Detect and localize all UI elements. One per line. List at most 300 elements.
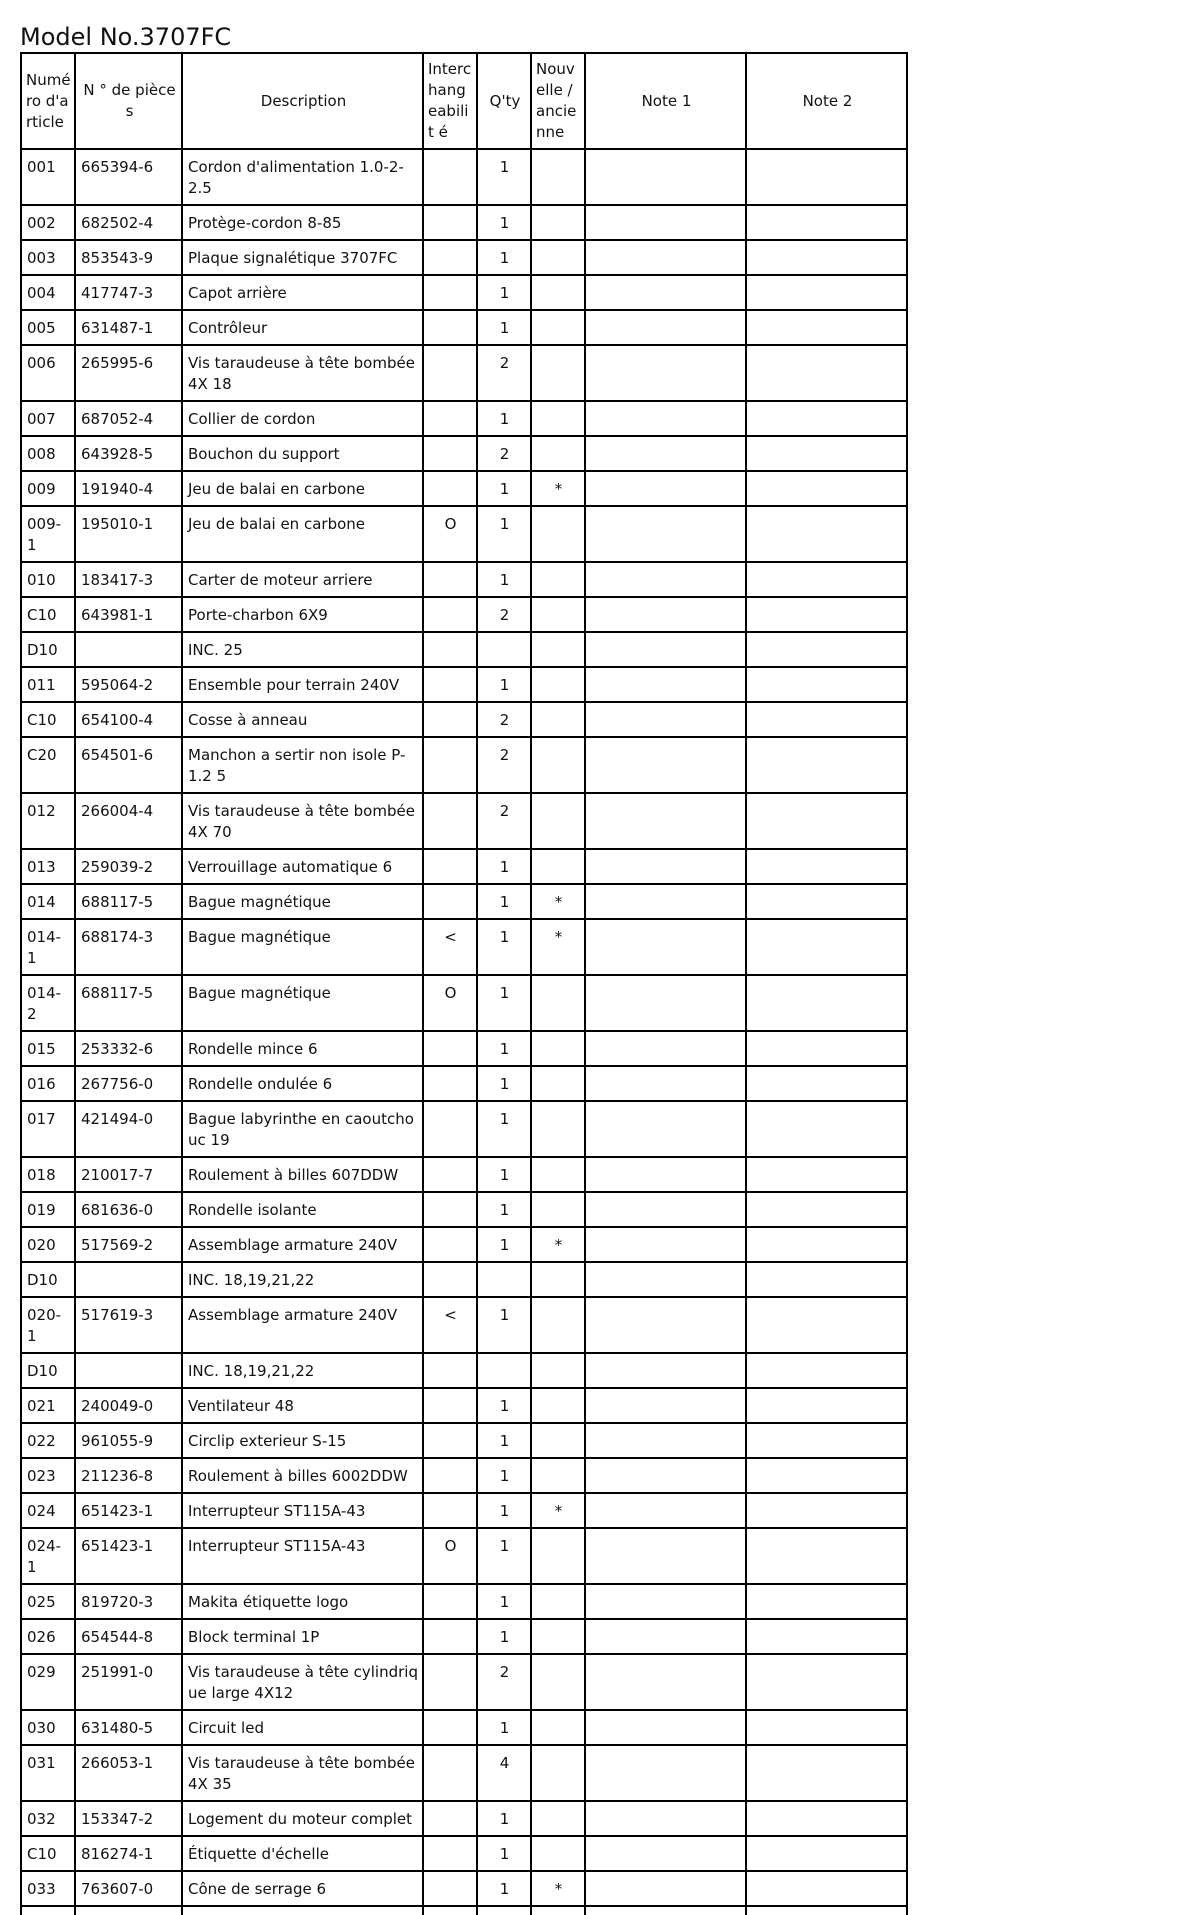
cell-note-2 bbox=[746, 1584, 907, 1619]
cell-interchangeability bbox=[423, 884, 477, 919]
cell-item-number: 024 bbox=[21, 1493, 75, 1528]
cell-new-old bbox=[531, 793, 585, 849]
cell-part-number: 853543-9 bbox=[75, 240, 182, 275]
cell-description: Vis taraudeuse à tête bombée 4X 18 bbox=[182, 345, 423, 401]
table-row bbox=[21, 1262, 907, 1297]
cell-interchangeability bbox=[423, 1066, 477, 1101]
cell-item-number: 020 bbox=[21, 1227, 75, 1262]
header-row bbox=[21, 53, 907, 149]
cell-note-1 bbox=[585, 506, 746, 562]
col-header-new-old: Nouv elle / ancie nne bbox=[531, 53, 585, 149]
cell-note-1 bbox=[585, 1262, 746, 1297]
cell-quantity: 1 bbox=[477, 1227, 531, 1262]
cell-description: Rondelle ondulée 6 bbox=[182, 1066, 423, 1101]
cell-note-2 bbox=[746, 1654, 907, 1710]
cell-note-1 bbox=[585, 1388, 746, 1423]
cell-quantity: 1 bbox=[477, 149, 531, 205]
cell-item-number: 007 bbox=[21, 401, 75, 436]
cell-description: Cône de serrage 6 bbox=[182, 1871, 423, 1906]
cell-note-2 bbox=[746, 632, 907, 667]
table-row bbox=[21, 849, 907, 884]
cell-note-2 bbox=[746, 1710, 907, 1745]
partial-cell bbox=[21, 1906, 75, 1915]
cell-new-old: * bbox=[531, 919, 585, 975]
cell-quantity: 1 bbox=[477, 1297, 531, 1353]
cell-new-old bbox=[531, 1710, 585, 1745]
cell-interchangeability bbox=[423, 597, 477, 632]
cell-quantity: 1 bbox=[477, 1458, 531, 1493]
cell-quantity: 1 bbox=[477, 275, 531, 310]
cell-new-old bbox=[531, 240, 585, 275]
cell-new-old bbox=[531, 1101, 585, 1157]
table-row bbox=[21, 1031, 907, 1066]
cell-note-1 bbox=[585, 1297, 746, 1353]
table-row bbox=[21, 205, 907, 240]
col-header-item: Numé ro d'a rticle bbox=[21, 53, 75, 149]
cell-interchangeability bbox=[423, 562, 477, 597]
cell-note-1 bbox=[585, 1619, 746, 1654]
cell-description: Interrupteur ST115A-43 bbox=[182, 1493, 423, 1528]
cell-note-2 bbox=[746, 471, 907, 506]
table-row bbox=[21, 401, 907, 436]
cell-item-number: C10 bbox=[21, 1836, 75, 1871]
cell-description: Ventilateur 48 bbox=[182, 1388, 423, 1423]
cell-note-2 bbox=[746, 597, 907, 632]
cell-new-old bbox=[531, 401, 585, 436]
cell-description: Bague magnétique bbox=[182, 975, 423, 1031]
cell-quantity: 1 bbox=[477, 240, 531, 275]
cell-note-2 bbox=[746, 1423, 907, 1458]
cell-item-number: 009-1 bbox=[21, 506, 75, 562]
cell-description: Bague magnétique bbox=[182, 919, 423, 975]
cell-quantity: 1 bbox=[477, 1836, 531, 1871]
cell-interchangeability bbox=[423, 149, 477, 205]
table-row-partial bbox=[21, 1906, 907, 1915]
cell-item-number: 010 bbox=[21, 562, 75, 597]
cell-note-2 bbox=[746, 310, 907, 345]
cell-part-number: 651423-1 bbox=[75, 1493, 182, 1528]
cell-new-old bbox=[531, 1619, 585, 1654]
table-row bbox=[21, 632, 907, 667]
cell-quantity: 1 bbox=[477, 471, 531, 506]
cell-item-number: 013 bbox=[21, 849, 75, 884]
cell-part-number: 266004-4 bbox=[75, 793, 182, 849]
cell-part-number: 183417-3 bbox=[75, 562, 182, 597]
cell-note-2 bbox=[746, 702, 907, 737]
cell-part-number: 211236-8 bbox=[75, 1458, 182, 1493]
cell-quantity: 1 bbox=[477, 1528, 531, 1584]
cell-part-number: 251991-0 bbox=[75, 1654, 182, 1710]
table-row bbox=[21, 737, 907, 793]
cell-note-2 bbox=[746, 884, 907, 919]
cell-item-number: 003 bbox=[21, 240, 75, 275]
cell-note-2 bbox=[746, 562, 907, 597]
cell-new-old bbox=[531, 597, 585, 632]
cell-description: Block terminal 1P bbox=[182, 1619, 423, 1654]
cell-note-1 bbox=[585, 702, 746, 737]
cell-note-1 bbox=[585, 1528, 746, 1584]
cell-interchangeability bbox=[423, 1584, 477, 1619]
cell-interchangeability bbox=[423, 1619, 477, 1654]
cell-interchangeability bbox=[423, 401, 477, 436]
cell-part-number: 195010-1 bbox=[75, 506, 182, 562]
cell-note-1 bbox=[585, 632, 746, 667]
cell-interchangeability: < bbox=[423, 1297, 477, 1353]
partial-cell bbox=[585, 1906, 746, 1915]
cell-note-1 bbox=[585, 1353, 746, 1388]
cell-quantity: 1 bbox=[477, 205, 531, 240]
table-row bbox=[21, 1493, 907, 1528]
cell-note-1 bbox=[585, 1157, 746, 1192]
cell-part-number: 654501-6 bbox=[75, 737, 182, 793]
cell-item-number: 009 bbox=[21, 471, 75, 506]
table-row bbox=[21, 1192, 907, 1227]
cell-new-old bbox=[531, 1353, 585, 1388]
table-row bbox=[21, 597, 907, 632]
cell-item-number: 024-1 bbox=[21, 1528, 75, 1584]
cell-new-old bbox=[531, 1066, 585, 1101]
cell-quantity: 1 bbox=[477, 1157, 531, 1192]
cell-note-2 bbox=[746, 793, 907, 849]
cell-interchangeability bbox=[423, 1654, 477, 1710]
cell-note-1 bbox=[585, 471, 746, 506]
table-row bbox=[21, 1745, 907, 1801]
cell-new-old bbox=[531, 1745, 585, 1801]
cell-interchangeability bbox=[423, 240, 477, 275]
cell-note-2 bbox=[746, 401, 907, 436]
cell-new-old bbox=[531, 1836, 585, 1871]
cell-new-old bbox=[531, 1801, 585, 1836]
cell-note-1 bbox=[585, 884, 746, 919]
cell-new-old bbox=[531, 562, 585, 597]
cell-note-1 bbox=[585, 1227, 746, 1262]
cell-note-1 bbox=[585, 562, 746, 597]
cell-note-2 bbox=[746, 1192, 907, 1227]
cell-description: Circuit led bbox=[182, 1710, 423, 1745]
cell-item-number: 020-1 bbox=[21, 1297, 75, 1353]
cell-item-number: 031 bbox=[21, 1745, 75, 1801]
table-row bbox=[21, 667, 907, 702]
table-row bbox=[21, 1458, 907, 1493]
cell-note-2 bbox=[746, 737, 907, 793]
table-row bbox=[21, 506, 907, 562]
cell-part-number: 517569-2 bbox=[75, 1227, 182, 1262]
cell-quantity: 1 bbox=[477, 1710, 531, 1745]
cell-quantity: 1 bbox=[477, 1584, 531, 1619]
cell-note-1 bbox=[585, 1836, 746, 1871]
cell-interchangeability bbox=[423, 1353, 477, 1388]
cell-new-old bbox=[531, 149, 585, 205]
cell-note-1 bbox=[585, 310, 746, 345]
cell-description: Logement du moteur complet bbox=[182, 1801, 423, 1836]
cell-interchangeability bbox=[423, 1493, 477, 1528]
cell-note-2 bbox=[746, 975, 907, 1031]
cell-quantity: 1 bbox=[477, 1101, 531, 1157]
table-row bbox=[21, 149, 907, 205]
cell-note-1 bbox=[585, 1710, 746, 1745]
cell-part-number: 688174-3 bbox=[75, 919, 182, 975]
cell-item-number: D10 bbox=[21, 1262, 75, 1297]
cell-item-number: 033 bbox=[21, 1871, 75, 1906]
cell-part-number: 816274-1 bbox=[75, 1836, 182, 1871]
cell-new-old bbox=[531, 205, 585, 240]
cell-item-number: C10 bbox=[21, 702, 75, 737]
partial-cell bbox=[746, 1906, 907, 1915]
partial-cell bbox=[75, 1906, 182, 1915]
cell-item-number: 025 bbox=[21, 1584, 75, 1619]
cell-description: INC. 18,19,21,22 bbox=[182, 1353, 423, 1388]
cell-item-number: 001 bbox=[21, 149, 75, 205]
cell-interchangeability bbox=[423, 1227, 477, 1262]
cell-note-2 bbox=[746, 849, 907, 884]
cell-part-number: 687052-4 bbox=[75, 401, 182, 436]
cell-interchangeability: O bbox=[423, 1528, 477, 1584]
cell-note-2 bbox=[746, 1388, 907, 1423]
cell-part-number bbox=[75, 1262, 182, 1297]
cell-item-number: 011 bbox=[21, 667, 75, 702]
cell-part-number: 763607-0 bbox=[75, 1871, 182, 1906]
cell-item-number: 018 bbox=[21, 1157, 75, 1192]
cell-part-number: 631487-1 bbox=[75, 310, 182, 345]
cell-quantity: 1 bbox=[477, 1871, 531, 1906]
cell-new-old bbox=[531, 1423, 585, 1458]
cell-note-2 bbox=[746, 205, 907, 240]
cell-part-number: 517619-3 bbox=[75, 1297, 182, 1353]
table-row bbox=[21, 702, 907, 737]
cell-interchangeability bbox=[423, 310, 477, 345]
cell-note-1 bbox=[585, 975, 746, 1031]
cell-note-1 bbox=[585, 849, 746, 884]
cell-item-number: 026 bbox=[21, 1619, 75, 1654]
cell-note-2 bbox=[746, 1262, 907, 1297]
cell-new-old bbox=[531, 1031, 585, 1066]
cell-new-old bbox=[531, 1388, 585, 1423]
cell-quantity bbox=[477, 632, 531, 667]
cell-part-number: 267756-0 bbox=[75, 1066, 182, 1101]
cell-description: Étiquette d'échelle bbox=[182, 1836, 423, 1871]
cell-item-number: 023 bbox=[21, 1458, 75, 1493]
cell-quantity: 2 bbox=[477, 702, 531, 737]
cell-note-1 bbox=[585, 240, 746, 275]
partial-cell bbox=[531, 1906, 585, 1915]
cell-item-number: 014 bbox=[21, 884, 75, 919]
cell-quantity: 1 bbox=[477, 310, 531, 345]
cell-description: Ensemble pour terrain 240V bbox=[182, 667, 423, 702]
cell-note-1 bbox=[585, 436, 746, 471]
cell-new-old bbox=[531, 702, 585, 737]
table-row bbox=[21, 1871, 907, 1906]
cell-quantity: 2 bbox=[477, 737, 531, 793]
table-row bbox=[21, 1528, 907, 1584]
cell-quantity: 4 bbox=[477, 1745, 531, 1801]
cell-description: Makita étiquette logo bbox=[182, 1584, 423, 1619]
cell-part-number: 631480-5 bbox=[75, 1710, 182, 1745]
cell-item-number: D10 bbox=[21, 1353, 75, 1388]
table-row bbox=[21, 275, 907, 310]
cell-item-number: 014-2 bbox=[21, 975, 75, 1031]
cell-new-old bbox=[531, 1157, 585, 1192]
cell-part-number: 417747-3 bbox=[75, 275, 182, 310]
cell-new-old bbox=[531, 310, 585, 345]
cell-new-old bbox=[531, 1262, 585, 1297]
cell-part-number: 651423-1 bbox=[75, 1528, 182, 1584]
cell-note-2 bbox=[746, 1836, 907, 1871]
cell-note-2 bbox=[746, 240, 907, 275]
cell-interchangeability bbox=[423, 1031, 477, 1066]
cell-note-1 bbox=[585, 275, 746, 310]
cell-description: Bouchon du support bbox=[182, 436, 423, 471]
table-row bbox=[21, 310, 907, 345]
cell-part-number: 688117-5 bbox=[75, 975, 182, 1031]
cell-note-1 bbox=[585, 1101, 746, 1157]
cell-note-2 bbox=[746, 1031, 907, 1066]
cell-new-old bbox=[531, 1297, 585, 1353]
table-row bbox=[21, 793, 907, 849]
table-row bbox=[21, 1388, 907, 1423]
cell-description: Jeu de balai en carbone bbox=[182, 506, 423, 562]
cell-description: Vis taraudeuse à tête bombée 4X 70 bbox=[182, 793, 423, 849]
cell-note-1 bbox=[585, 1423, 746, 1458]
cell-quantity: 1 bbox=[477, 506, 531, 562]
cell-interchangeability bbox=[423, 1388, 477, 1423]
cell-part-number: 210017-7 bbox=[75, 1157, 182, 1192]
partial-cell bbox=[182, 1906, 423, 1915]
table-row bbox=[21, 1836, 907, 1871]
cell-note-2 bbox=[746, 1619, 907, 1654]
cell-interchangeability bbox=[423, 1262, 477, 1297]
cell-interchangeability bbox=[423, 849, 477, 884]
cell-item-number: C10 bbox=[21, 597, 75, 632]
cell-part-number: 153347-2 bbox=[75, 1801, 182, 1836]
table-row bbox=[21, 1654, 907, 1710]
cell-description: Cordon d'alimentation 1.0-2-2.5 bbox=[182, 149, 423, 205]
cell-new-old: * bbox=[531, 884, 585, 919]
cell-item-number: 032 bbox=[21, 1801, 75, 1836]
cell-note-1 bbox=[585, 1584, 746, 1619]
cell-interchangeability bbox=[423, 1157, 477, 1192]
cell-note-1 bbox=[585, 1871, 746, 1906]
cell-item-number: 030 bbox=[21, 1710, 75, 1745]
table-row bbox=[21, 1619, 907, 1654]
cell-interchangeability bbox=[423, 632, 477, 667]
parts-table-body bbox=[21, 149, 907, 1915]
cell-quantity: 1 bbox=[477, 401, 531, 436]
cell-part-number: 253332-6 bbox=[75, 1031, 182, 1066]
table-row bbox=[21, 919, 907, 975]
cell-new-old bbox=[531, 632, 585, 667]
cell-note-2 bbox=[746, 149, 907, 205]
cell-description: Assemblage armature 240V bbox=[182, 1297, 423, 1353]
cell-description: Cosse à anneau bbox=[182, 702, 423, 737]
partial-cell bbox=[423, 1906, 477, 1915]
cell-quantity: 1 bbox=[477, 1031, 531, 1066]
cell-description: INC. 25 bbox=[182, 632, 423, 667]
cell-interchangeability bbox=[423, 737, 477, 793]
cell-quantity: 1 bbox=[477, 849, 531, 884]
cell-note-1 bbox=[585, 149, 746, 205]
cell-new-old bbox=[531, 737, 585, 793]
cell-new-old: * bbox=[531, 1227, 585, 1262]
table-row bbox=[21, 345, 907, 401]
cell-interchangeability bbox=[423, 1192, 477, 1227]
cell-new-old bbox=[531, 1584, 585, 1619]
cell-note-2 bbox=[746, 1458, 907, 1493]
table-row bbox=[21, 1101, 907, 1157]
cell-new-old: * bbox=[531, 1871, 585, 1906]
cell-interchangeability bbox=[423, 1423, 477, 1458]
cell-interchangeability bbox=[423, 345, 477, 401]
cell-part-number: 654544-8 bbox=[75, 1619, 182, 1654]
cell-part-number: 421494-0 bbox=[75, 1101, 182, 1157]
cell-description: Capot arrière bbox=[182, 275, 423, 310]
cell-note-1 bbox=[585, 401, 746, 436]
cell-description: Plaque signalétique 3707FC bbox=[182, 240, 423, 275]
cell-quantity bbox=[477, 1262, 531, 1297]
cell-new-old: * bbox=[531, 471, 585, 506]
cell-quantity: 2 bbox=[477, 1654, 531, 1710]
cell-item-number: 029 bbox=[21, 1654, 75, 1710]
cell-note-1 bbox=[585, 1192, 746, 1227]
table-row bbox=[21, 975, 907, 1031]
cell-description: Protège-cordon 8-85 bbox=[182, 205, 423, 240]
cell-part-number: 191940-4 bbox=[75, 471, 182, 506]
cell-note-2 bbox=[746, 1101, 907, 1157]
cell-description: Vis taraudeuse à tête bombée 4X 35 bbox=[182, 1745, 423, 1801]
cell-new-old bbox=[531, 436, 585, 471]
cell-note-1 bbox=[585, 793, 746, 849]
cell-item-number: 008 bbox=[21, 436, 75, 471]
cell-interchangeability: < bbox=[423, 919, 477, 975]
table-row bbox=[21, 884, 907, 919]
cell-item-number: 019 bbox=[21, 1192, 75, 1227]
cell-new-old bbox=[531, 345, 585, 401]
cell-quantity: 1 bbox=[477, 1493, 531, 1528]
cell-item-number: 002 bbox=[21, 205, 75, 240]
cell-note-2 bbox=[746, 506, 907, 562]
cell-note-1 bbox=[585, 667, 746, 702]
table-row bbox=[21, 1353, 907, 1388]
cell-interchangeability bbox=[423, 1801, 477, 1836]
cell-item-number: 016 bbox=[21, 1066, 75, 1101]
cell-note-1 bbox=[585, 919, 746, 975]
table-row bbox=[21, 436, 907, 471]
cell-note-1 bbox=[585, 1745, 746, 1801]
cell-note-1 bbox=[585, 1031, 746, 1066]
cell-description: Porte-charbon 6X9 bbox=[182, 597, 423, 632]
cell-item-number: 012 bbox=[21, 793, 75, 849]
table-row bbox=[21, 1584, 907, 1619]
cell-new-old bbox=[531, 667, 585, 702]
cell-quantity: 1 bbox=[477, 1423, 531, 1458]
cell-description: Carter de moteur arriere bbox=[182, 562, 423, 597]
col-header-note-2: Note 2 bbox=[746, 53, 907, 149]
cell-note-1 bbox=[585, 1458, 746, 1493]
cell-quantity: 2 bbox=[477, 436, 531, 471]
cell-interchangeability bbox=[423, 436, 477, 471]
cell-note-2 bbox=[746, 919, 907, 975]
cell-item-number: 004 bbox=[21, 275, 75, 310]
cell-note-1 bbox=[585, 345, 746, 401]
table-row bbox=[21, 1227, 907, 1262]
cell-part-number bbox=[75, 632, 182, 667]
parts-table bbox=[20, 52, 908, 1915]
table-row bbox=[21, 1710, 907, 1745]
cell-new-old bbox=[531, 506, 585, 562]
cell-new-old: * bbox=[531, 1493, 585, 1528]
cell-description: Manchon a sertir non isole P-1.2 5 bbox=[182, 737, 423, 793]
cell-part-number: 819720-3 bbox=[75, 1584, 182, 1619]
cell-description: Collier de cordon bbox=[182, 401, 423, 436]
